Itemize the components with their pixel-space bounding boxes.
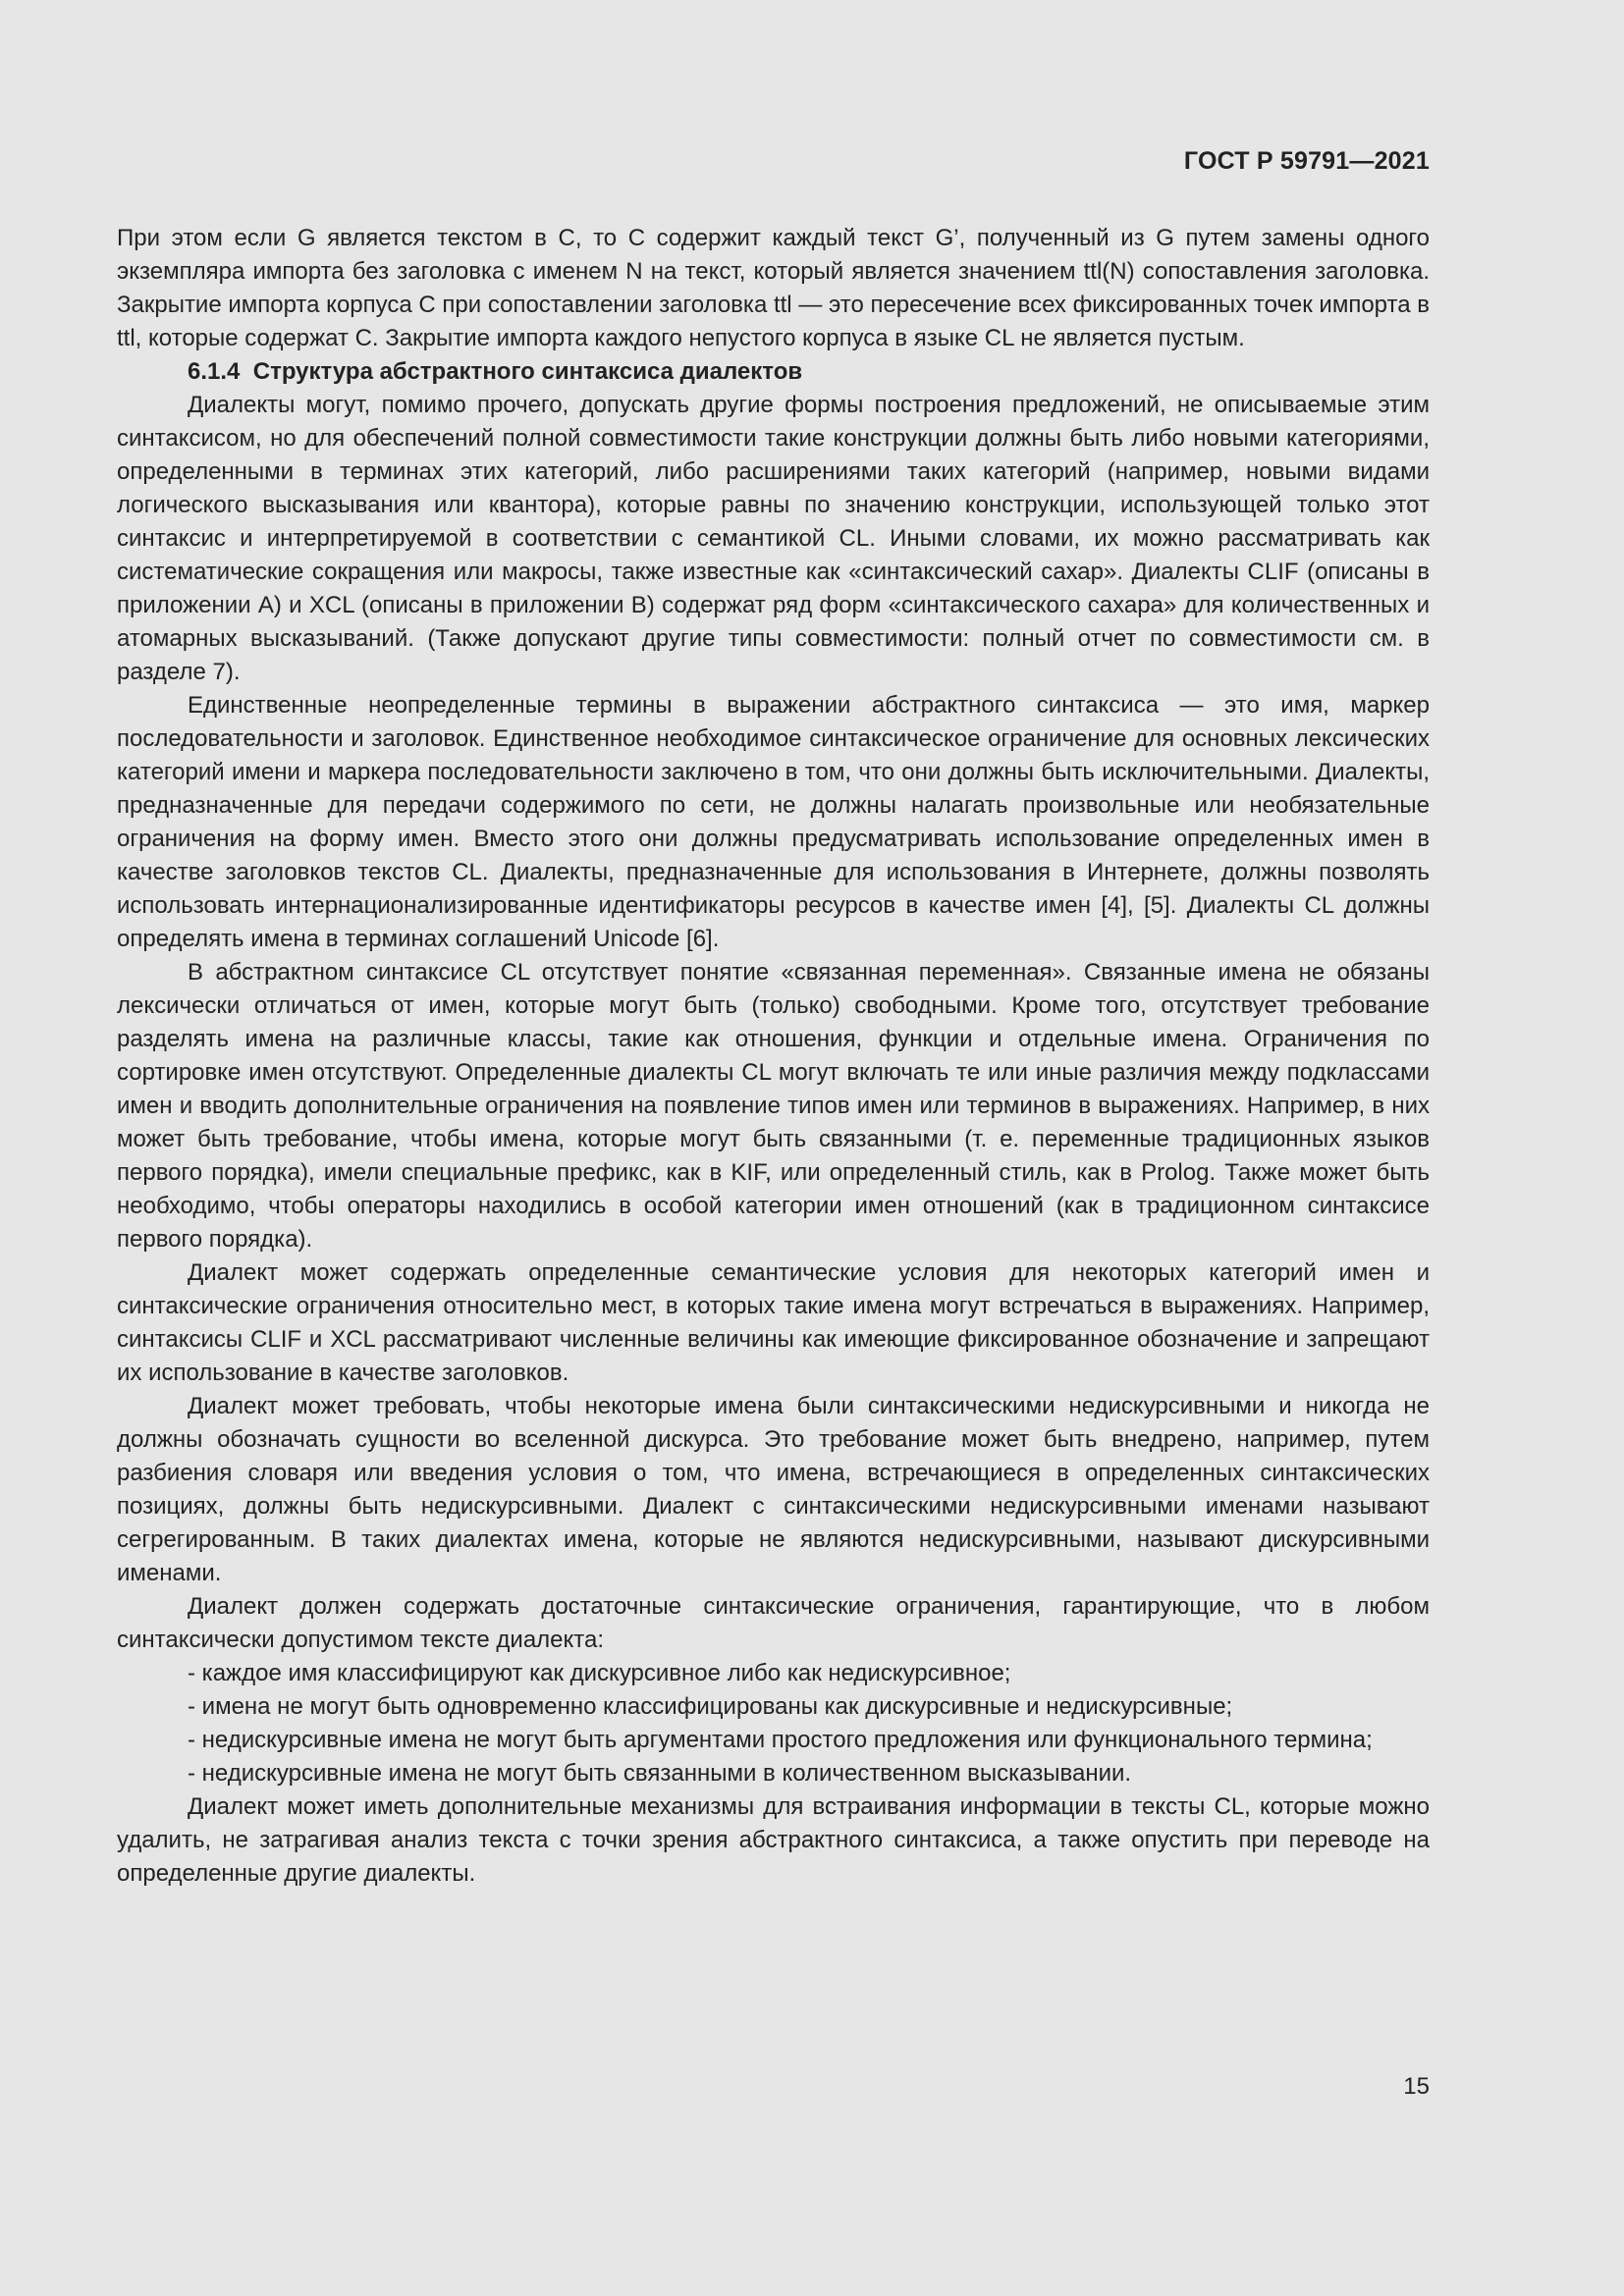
page-number: 15 (1403, 2073, 1430, 2100)
section-heading (117, 355, 1430, 389)
paragraph: Диалект может содержать определенные семантические условия для некоторых категорий имен и синтаксические ограничения относительно мест, в которых такие имена могут встречаться в выражениях. Например, синтаксисы CLIF и XCL рассматривают численные величины как имеющие фиксированное обозначение и запрещают их использование в качестве заголовков. (117, 1259, 1430, 1386)
list-item: - имена не могут быть одновременно классифицированы как дискурсивные и недискурсивные; (188, 1693, 1233, 1720)
standard-designation: ГОСТ Р 59791—2021 (1183, 147, 1430, 175)
paragraph: Диалект может иметь дополнительные механизмы для встраивания информации в тексты CL, которые можно удалить, не затрагивая анализ текста с точки зрения абстрактного синтаксиса, а также опустить при переводе на определенные другие диалекты. (117, 1793, 1430, 1887)
list-item: - каждое имя классифицируют как дискурсивное либо как недискурсивное; (188, 1660, 1011, 1686)
list-item: - недискурсивные имена не могут быть связанными в количественном высказывании. (188, 1760, 1132, 1787)
paragraph-intro: При этом если G является текстом в C, то C содержит каждый текст G’, полученный из G путем замены одного экземпляра импорта без заголовка с именем N на текст, который является значением ttl(N) сопоставления заголовка. Закрытие импорта корпуса C при сопоставлении заголовка ttl — это пересечение всех фиксированных точек импорта в ttl, которые содержат C. Закрытие импорта каждого непустого корпуса в языке CL не является пустым. (117, 225, 1430, 351)
paragraph: Единственные неопределенные термины в выражении абстрактного синтаксиса — это имя, маркер последовательности и заголовок. Единственное необходимое синтаксическое ограничение для основных лексических категорий имени и маркера последовательности заключено в том, что они должны быть исключительными. Диалекты, предназначенные для передачи содержимого по сети, не должны налагать произвольные или необязательные ограничения на форму имен. Вместо этого они должны предусматривать использование определенных имен в качестве заголовков текстов CL. Диалекты, предназначенные для использования в Интернете, должны позволять использовать интернационализированные идентификаторы ресурсов в качестве имен [4], [5]. Диалекты CL должны определять имена в терминах соглашений Unicode [6]. (117, 692, 1430, 952)
section-title: Структура абстрактного синтаксиса диалектов (252, 358, 803, 385)
section-number: 6.1.4 (188, 358, 241, 385)
paragraph: Диалекты могут, помимо прочего, допускать другие формы построения предложений, не описываемые этим синтаксисом, но для обеспечений полной совместимости такие конструкции должны быть либо новыми категориями, определенными в терминах этих категорий, либо расширениями таких категорий (например, новыми видами логического высказывания или квантора), которые равны по значению конструкции, использующей только этот синтаксис и интерпретируемой в соответствии с семантикой CL. Иными словами, их можно рассматривать как систематические сокращения или макросы, также известные как «синтаксический сахар». Диалекты CLIF (описаны в приложении А) и XCL (описаны в приложении В) содержат ряд форм «синтаксического сахара» для количественных и атомарных высказываний. (Также допускают другие типы совместимости: полный отчет по совместимости см. в разделе 7). (117, 392, 1430, 685)
document-body (117, 222, 1430, 1891)
paragraph: Диалект должен содержать достаточные синтаксические ограничения, гарантирующие, что в любом синтаксически допустимом тексте диалекта: (117, 1593, 1430, 1653)
paragraph: В абстрактном синтаксисе CL отсутствует понятие «связанная переменная». Связанные имена не обязаны лексически отличаться от имен, которые могут быть (только) свободными. Кроме того, отсутствует требование разделять имена на различные классы, такие как отношения, функции и отдельные имена. Ограничения по сортировке имен отсутствуют. Определенные диалекты CL могут включать те или иные различия между подклассами имен и вводить дополнительные ограничения на появление типов имен или терминов в выражениях. Например, в них может быть требование, чтобы имена, которые могут быть связанными (т. е. переменные традиционных языков первого порядка), имели специальные префикс, как в KIF, или определенный стиль, как в Prolog. Также может быть необходимо, чтобы операторы находились в особой категории имен отношений (как в традиционном синтаксисе первого порядка). (117, 959, 1430, 1253)
paragraph: Диалект может требовать, чтобы некоторые имена были синтаксическими недискурсивными и никогда не должны обозначать сущности во вселенной дискурса. Это требование может быть внедрено, например, путем разбиения словаря или введения условия о том, что имена, встречающиеся в определенных синтаксических позициях, должны быть недискурсивными. Диалект с синтаксическими недискурсивными именами называют сегрегированным. В таких диалектах имена, которые не являются недискурсивными, называют дискурсивными именами. (117, 1393, 1430, 1586)
list-item: - недискурсивные имена не могут быть аргументами простого предложения или функционального термина; (188, 1727, 1373, 1753)
